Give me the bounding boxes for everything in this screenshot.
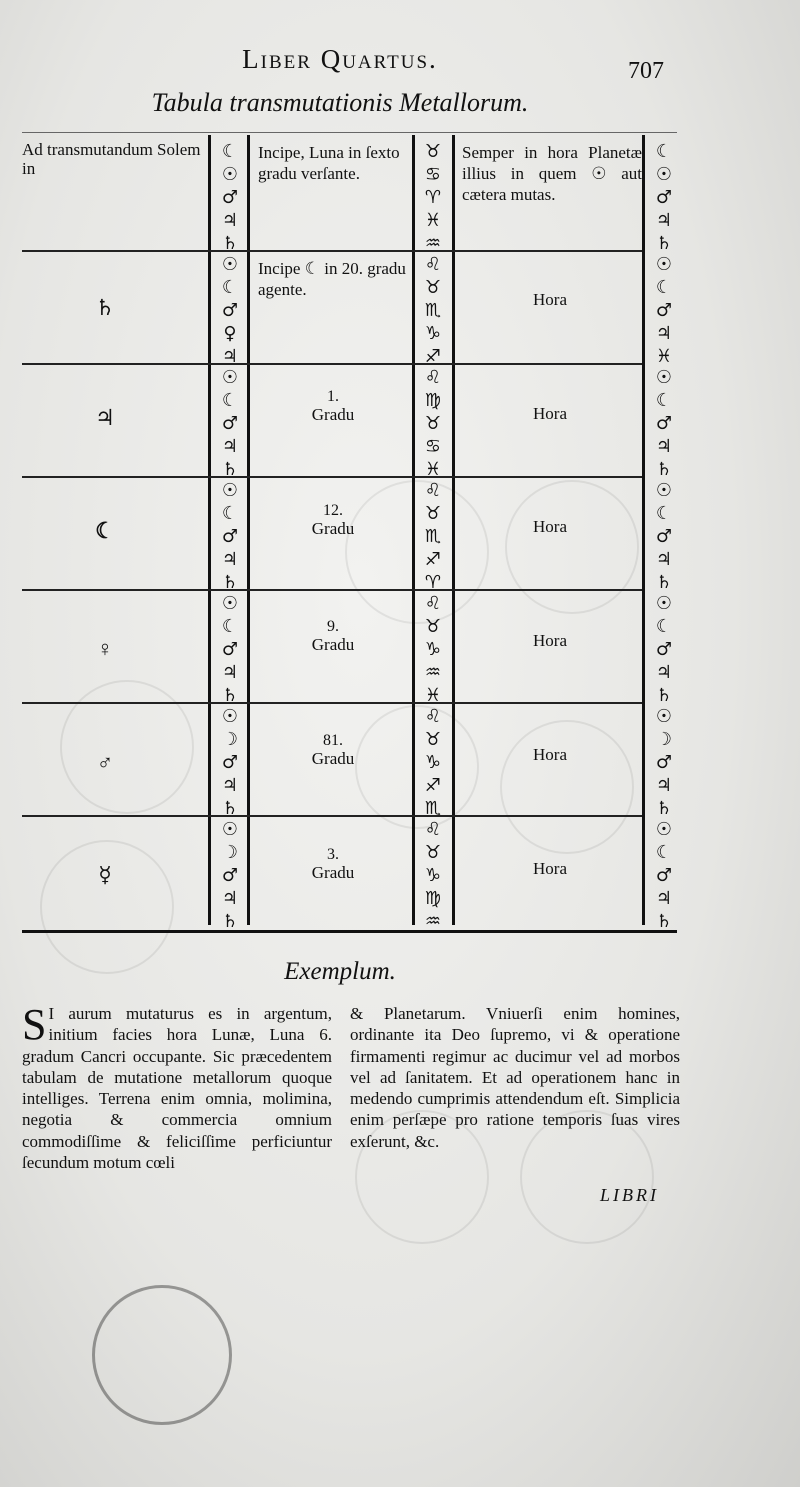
row-separator xyxy=(22,476,642,478)
degree-word: Gradu xyxy=(311,519,355,538)
symbol-cell-col1: ☉ ☾ ♂ ♃ ♄ xyxy=(221,593,239,706)
row-separator xyxy=(22,589,642,591)
column-divider xyxy=(247,135,250,925)
show-through-circle xyxy=(505,480,639,614)
symbol-cell-col2: ☉ ☾ ♂ ♃ ♄ xyxy=(655,593,673,706)
planet-symbol: ♃ xyxy=(95,405,115,430)
planet-symbol: ♂ xyxy=(96,750,114,775)
show-through-circle xyxy=(60,680,194,814)
zodiac-cell: ♌ ♉ ♑ ♐ ♏ xyxy=(424,706,442,819)
page-number: 707 xyxy=(628,58,664,84)
degree-number: 81. xyxy=(323,732,343,749)
degree-number: 3. xyxy=(327,846,339,863)
show-through-circle xyxy=(500,720,634,854)
symbol-cell-col2: ☉ ☾ ♂ ♃ ♄ xyxy=(655,367,673,480)
symbol-cell-col1: ☉ ☾ ♂ ♀ ♃ xyxy=(221,254,239,367)
show-through-circle xyxy=(40,840,174,974)
planet-symbol: ☾ xyxy=(95,518,115,543)
symbol-cell-col1: ☉ ☽ ♂ ♃ ♄ xyxy=(221,706,239,819)
symbol-cell-col2: ☉ ☽ ♂ ♃ ♄ xyxy=(655,706,673,819)
example-left-column xyxy=(22,1000,332,1173)
symbol-cell-col2: ☉ ☾ ♂ ♃ ♓ xyxy=(655,254,673,367)
hour-cell: Hora xyxy=(533,745,567,764)
degree-word: Gradu xyxy=(311,749,355,768)
running-head: Liber Quartus. xyxy=(242,44,438,74)
zodiac-cell: ♌ ♍ ♉ ♋ ♓ xyxy=(424,367,442,480)
hour-cell: Semper in hora Planetæ illius in quem ☉ aut cætera mutas. xyxy=(462,143,642,204)
planet-symbol: ♄ xyxy=(95,295,115,320)
degree-cell: Incipe ☾ in 20. gradu agente. xyxy=(258,259,406,299)
hour-cell: Hora xyxy=(533,517,567,536)
corner-label: Ad transmutandum Solem in xyxy=(22,140,201,178)
catchword: LIBRI xyxy=(600,1185,659,1205)
column-divider xyxy=(412,135,415,925)
degree-number: 12. xyxy=(323,502,343,519)
table-top-rule xyxy=(22,132,677,133)
zodiac-cell: ♌ ♉ ♑ ♍ ♒ xyxy=(424,819,442,932)
library-stamp xyxy=(92,1285,232,1425)
degree-word: Gradu xyxy=(311,635,355,654)
symbol-cell-col1: ☉ ☾ ♂ ♃ ♄ xyxy=(221,367,239,480)
column-divider xyxy=(452,135,455,925)
degree-number: 9. xyxy=(327,618,339,635)
symbol-cell-col2: ☾ ☉ ♂ ♃ ♄ xyxy=(655,141,673,254)
zodiac-cell: ♌ ♉ ♏ ♐ ♈ xyxy=(424,480,442,593)
symbol-cell-col2: ☉ ☾ ♂ ♃ ♄ xyxy=(655,480,673,593)
planet-symbol: ☿ xyxy=(98,862,112,887)
row-separator xyxy=(22,815,642,817)
symbol-cell-col1: ☾ ☉ ♂ ♃ ♄ xyxy=(221,141,239,254)
left-column-text: I aurum mutaturus es in argentum, initium facies hora Lunæ, Luna 6. gradum Cancri occupante. Sic præcedentem tabulam de mutatione metallorum quoque intelliges. Terrena enim omnia, molimina, negotia & commercia omnium commodiſſime & feliciſſime perficiuntur ſecundum motum cœli xyxy=(22,1004,332,1173)
degree-word: Gradu xyxy=(311,863,355,882)
degree-word: Gradu xyxy=(311,405,355,424)
example-heading: Exemplum. xyxy=(284,958,396,985)
table-bottom-rule xyxy=(22,930,677,933)
row-separator xyxy=(22,702,642,704)
hour-cell: Hora xyxy=(533,290,567,309)
degree-cell: Incipe, Luna in ſexto gradu verſante. xyxy=(258,143,400,183)
symbol-cell-col1: ☉ ☽ ♂ ♃ ♄ xyxy=(221,819,239,932)
example-right-column: & Planetarum. Vniuerſi enim homines, ordinante ita Deo ſupremo, vi & operatione firmamenti regimur ac ducimur vel ad morbos vel ad ſanitatem. Et ad operationem hanc in medendo cumprimis attendendum eſt. Simplicia enim perſæpe pro ratione temporis ſuas vires exſerunt, &c. xyxy=(350,1004,680,1151)
drop-cap: S xyxy=(22,1000,47,1049)
symbol-cell-col2: ☉ ☾ ♂ ♃ ♄ xyxy=(655,819,673,932)
hour-cell: Hora xyxy=(533,631,567,650)
zodiac-cell: ♉ ♋ ♈ ♓ ♒ xyxy=(424,141,442,254)
zodiac-cell: ♌ ♉ ♑ ♒ ♓ xyxy=(424,593,442,706)
row-separator xyxy=(22,363,642,365)
zodiac-cell: ♌ ♉ ♏ ♑ ♐ xyxy=(424,254,442,367)
planet-symbol: ♀ xyxy=(96,636,114,661)
column-divider xyxy=(642,135,645,925)
row-separator xyxy=(22,250,642,252)
table-title: Tabula transmutationis Metallorum. xyxy=(151,88,529,117)
hour-cell: Hora xyxy=(533,859,567,878)
degree-number: 1. xyxy=(327,388,339,405)
symbol-cell-col1: ☉ ☾ ♂ ♃ ♄ xyxy=(221,480,239,593)
column-divider xyxy=(208,135,211,925)
hour-cell: Hora xyxy=(533,404,567,423)
